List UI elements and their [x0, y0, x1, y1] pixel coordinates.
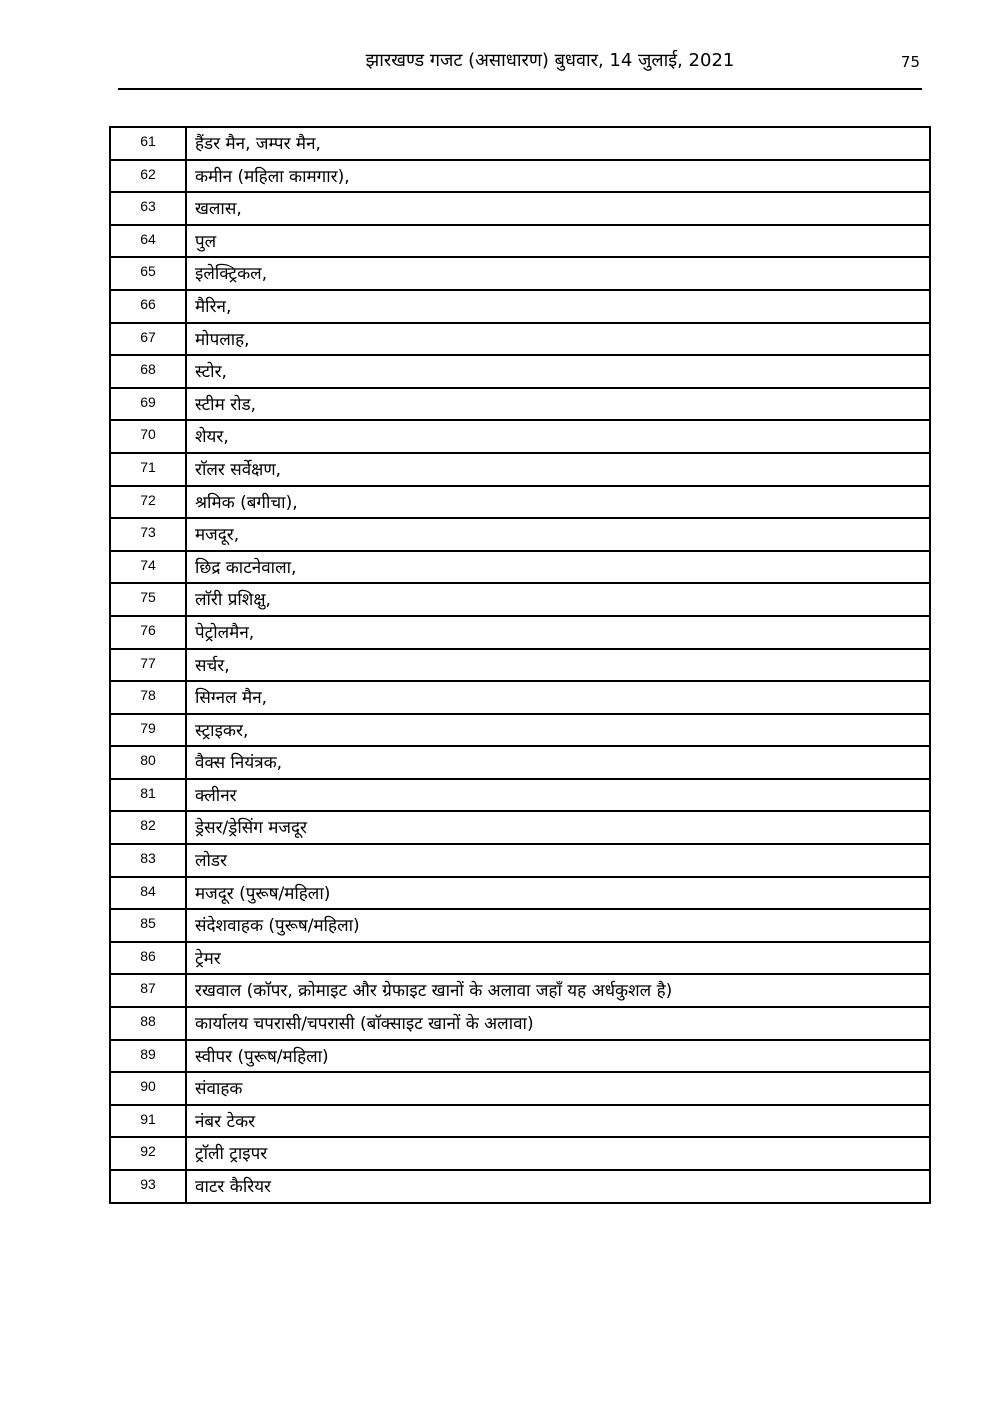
table-row — [110, 420, 930, 453]
serial-number: 93 — [110, 1170, 186, 1203]
table-row — [110, 290, 930, 323]
serial-number: 78 — [110, 681, 186, 714]
serial-number: 76 — [110, 616, 186, 649]
serial-number: 63 — [110, 192, 186, 225]
table-row — [110, 779, 930, 812]
occupation-name: लाॅरी प्रशिक्षु, — [186, 583, 930, 616]
occupation-name: इलेक्ट्रिकल, — [186, 257, 930, 290]
occupation-name: हैंडर मैन, जम्पर मैन, — [186, 127, 930, 160]
table-row — [110, 1137, 930, 1170]
occupation-name: सिग्नल मैन, — [186, 681, 930, 714]
serial-number: 66 — [110, 290, 186, 323]
table-row — [110, 681, 930, 714]
occupation-name: रखवाल (काॅपर, क्रोमाइट और ग्रेफाइट खानों के अलावा जहाँ यह अर्धकुशल है) — [186, 974, 930, 1007]
serial-number: 87 — [110, 974, 186, 1007]
occupation-name: खलास, — [186, 192, 930, 225]
table-row — [110, 649, 930, 682]
occupation-name: स्टोर, — [186, 355, 930, 388]
occupation-name: स्ट्राइकर, — [186, 714, 930, 747]
table-row — [110, 1040, 930, 1073]
occupation-name: शेयर, — [186, 420, 930, 453]
occupation-name: राॅलर सर्वेक्षण, — [186, 453, 930, 486]
serial-number: 83 — [110, 844, 186, 877]
serial-number: 75 — [110, 583, 186, 616]
occupation-name: पेट्रोलमैन, — [186, 616, 930, 649]
serial-number: 69 — [110, 388, 186, 421]
serial-number: 91 — [110, 1105, 186, 1138]
table-row — [110, 616, 930, 649]
serial-number: 64 — [110, 225, 186, 258]
serial-number: 74 — [110, 551, 186, 584]
table-row — [110, 877, 930, 910]
table-row — [110, 1072, 930, 1105]
table-row — [110, 257, 930, 290]
table-row — [110, 714, 930, 747]
table-row — [110, 388, 930, 421]
serial-number: 85 — [110, 909, 186, 942]
serial-number: 62 — [110, 160, 186, 193]
serial-number: 67 — [110, 323, 186, 356]
serial-number: 81 — [110, 779, 186, 812]
serial-number: 90 — [110, 1072, 186, 1105]
table-row — [110, 453, 930, 486]
table-row — [110, 583, 930, 616]
serial-number: 79 — [110, 714, 186, 747]
serial-number: 68 — [110, 355, 186, 388]
occupation-name: कमीन (महिला कामगार), — [186, 160, 930, 193]
occupation-name: कार्यालय चपरासी/चपरासी (बाॅक्साइट खानों के अलावा) — [186, 1007, 930, 1040]
table-row — [110, 192, 930, 225]
occupation-name: नंबर टेकर — [186, 1105, 930, 1138]
table-row — [110, 355, 930, 388]
table-row — [110, 225, 930, 258]
occupation-name: ट्राॅली ट्राइपर — [186, 1137, 930, 1170]
occupation-name: मैरिन, — [186, 290, 930, 323]
table-row — [110, 323, 930, 356]
serial-number: 82 — [110, 811, 186, 844]
gazette-title: झारखण्ड गजट (असाधारण) बुधवार, 14 जुलाई, 2021 — [365, 50, 735, 71]
table-row — [110, 974, 930, 1007]
table-row — [110, 746, 930, 779]
serial-number: 73 — [110, 518, 186, 551]
table-row — [110, 1007, 930, 1040]
occupation-name: श्रमिक (बगीचा), — [186, 486, 930, 519]
occupation-name: मोपलाह, — [186, 323, 930, 356]
serial-number: 65 — [110, 257, 186, 290]
table-row — [110, 127, 930, 160]
occupation-name: छिद्र काटनेवाला, — [186, 551, 930, 584]
occupation-name: स्टीम रोड, — [186, 388, 930, 421]
serial-number: 61 — [110, 127, 186, 160]
occupation-name: मजदूर, — [186, 518, 930, 551]
table-row — [110, 909, 930, 942]
serial-number: 70 — [110, 420, 186, 453]
serial-number: 80 — [110, 746, 186, 779]
serial-number: 72 — [110, 486, 186, 519]
table-row — [110, 811, 930, 844]
occupation-name: मजदूर (पुरूष/महिला) — [186, 877, 930, 910]
serial-number: 77 — [110, 649, 186, 682]
table-row — [110, 1105, 930, 1138]
serial-number: 71 — [110, 453, 186, 486]
occupation-name: सर्चर, — [186, 649, 930, 682]
occupation-name: ड्रेसर/ड्रेसिंग मजदूर — [186, 811, 930, 844]
occupation-name: वाटर कैरियर — [186, 1170, 930, 1203]
occupation-name: लोडर — [186, 844, 930, 877]
table-row — [110, 518, 930, 551]
occupation-name: संवाहक — [186, 1072, 930, 1105]
occupation-name: क्लीनर — [186, 779, 930, 812]
table-row — [110, 486, 930, 519]
table-row — [110, 160, 930, 193]
occupation-name: ट्रेमर — [186, 942, 930, 975]
page-number: 75 — [900, 53, 920, 71]
table-row — [110, 551, 930, 584]
serial-number: 86 — [110, 942, 186, 975]
table-row — [110, 942, 930, 975]
serial-number: 89 — [110, 1040, 186, 1073]
table-row — [110, 1170, 930, 1203]
table-body — [110, 127, 930, 1203]
serial-number: 84 — [110, 877, 186, 910]
serial-number: 92 — [110, 1137, 186, 1170]
occupation-table — [109, 126, 931, 1204]
page-header — [118, 48, 922, 90]
table-row — [110, 844, 930, 877]
occupation-name: स्वीपर (पुरूष/महिला) — [186, 1040, 930, 1073]
occupation-name: संदेशवाहक (पुरूष/महिला) — [186, 909, 930, 942]
serial-number: 88 — [110, 1007, 186, 1040]
occupation-name: पुल — [186, 225, 930, 258]
occupation-name: वैक्स नियंत्रक, — [186, 746, 930, 779]
